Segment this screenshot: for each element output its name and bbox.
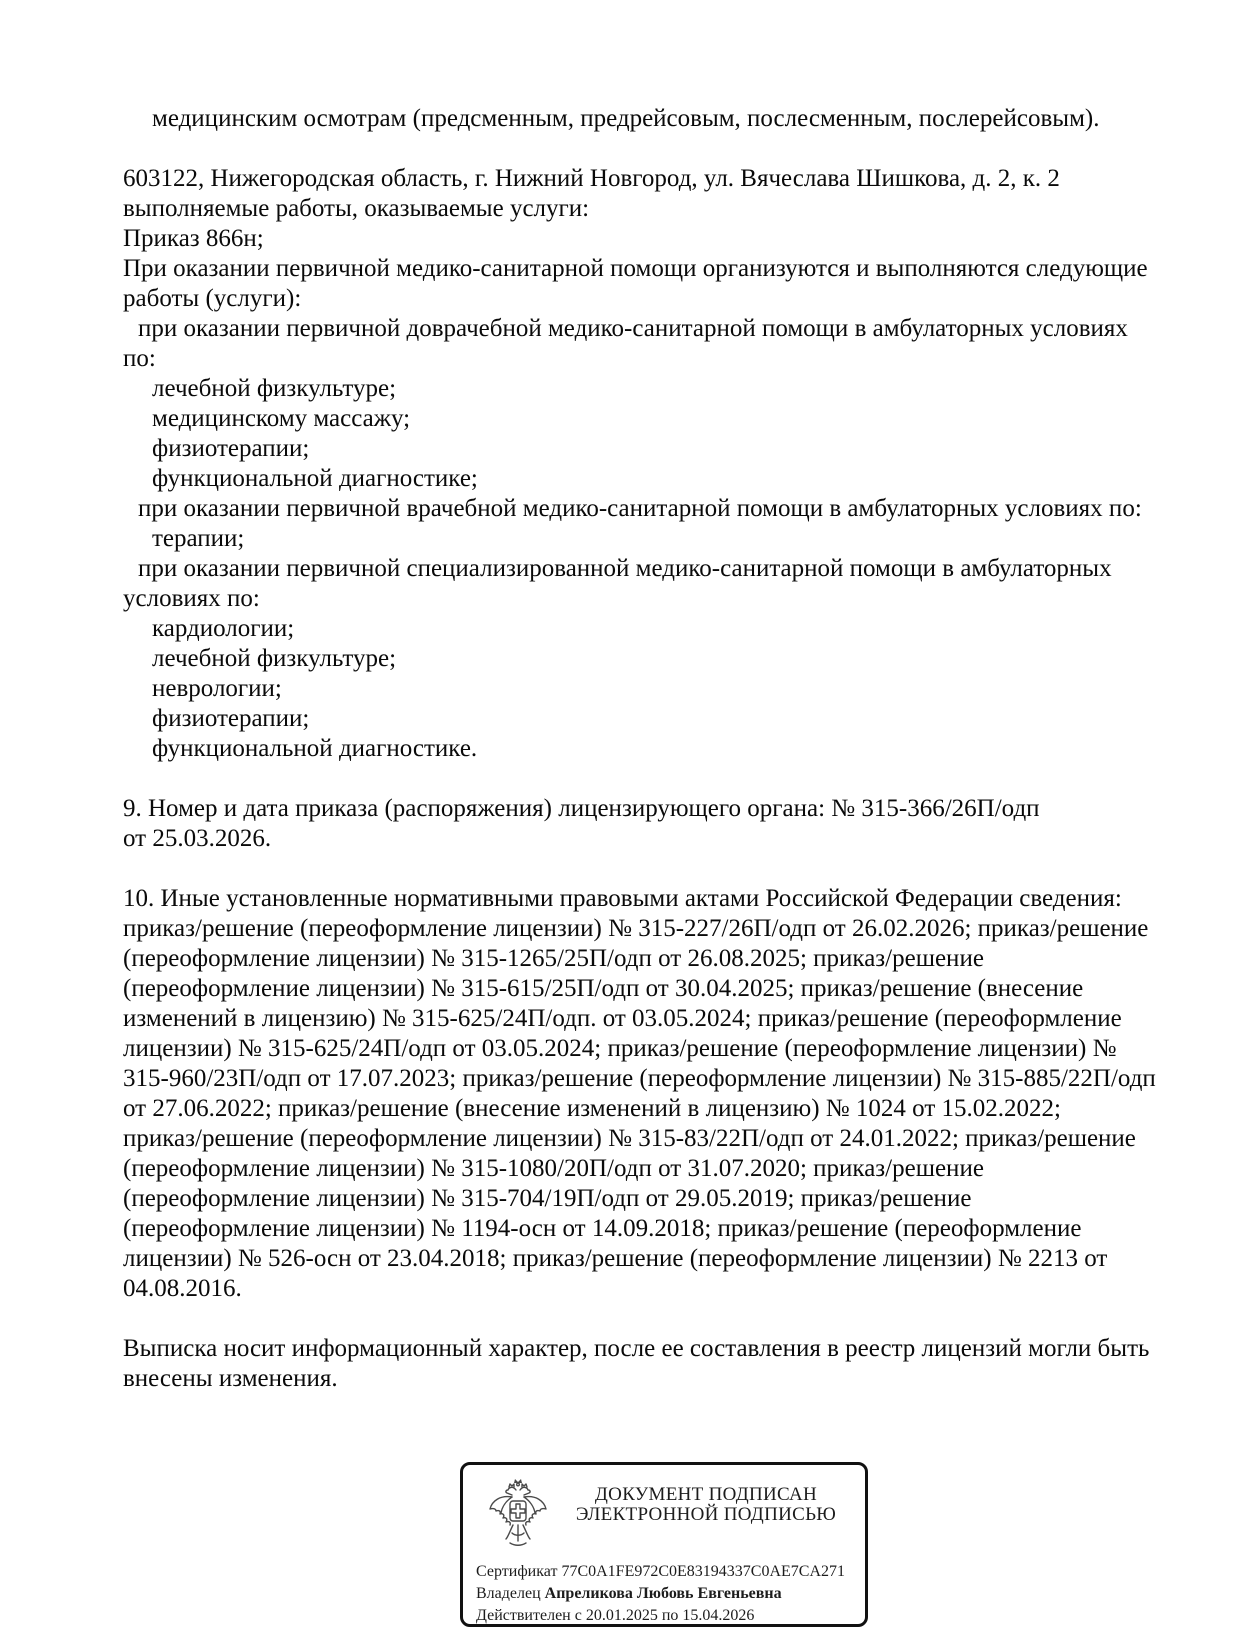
document-line: 603122, Нижегородская область, г. Нижний Новгород, ул. Вячеслава Шишкова, д. 2, к. 2	[123, 165, 1060, 192]
double-headed-eagle-icon	[476, 1476, 560, 1549]
document-line: при оказании первичной врачебной медико-санитарной помощи в амбулаторных условиях по:	[138, 495, 1142, 522]
document-line: изменений в лицензию) № 315-625/24П/одп. от 03.05.2024; приказ/решение (переоформление	[123, 1005, 1122, 1032]
document-line: терапии;	[152, 525, 245, 552]
stamp-title-line2: ЭЛЕКТРОННОЙ ПОДПИСЬЮ	[575, 1504, 837, 1525]
document-line: 10. Иные установленные нормативными правовыми актами Российской Федерации сведения:	[123, 885, 1122, 912]
document-line: Приказ 866н;	[123, 225, 264, 252]
document-line: (переоформление лицензии) № 1194-осн от 14.09.2018; приказ/решение (переоформление	[123, 1215, 1082, 1242]
owner-line	[476, 1583, 852, 1605]
document-line: лечебной физкультуре;	[152, 375, 397, 402]
document-line: 9. Номер и дата приказа (распоряжения) лицензирующего органа: № 315-366/26П/одп	[123, 795, 1040, 822]
document-line: медицинскому массажу;	[152, 405, 411, 432]
document-line: лечебной физкультуре;	[152, 645, 397, 672]
document-line: медицинским осмотрам (предсменным, предрейсовым, послесменным, послерейсовым).	[152, 105, 1100, 132]
document-line: лицензии) № 315-625/24П/одп от 03.05.2024; приказ/решение (переоформление лицензии) №	[123, 1035, 1117, 1062]
document-body	[123, 104, 1183, 1394]
certificate-line	[476, 1561, 852, 1583]
document-line: Выписка носит информационный характер, после ее составления в реестр лицензий могли быть	[123, 1335, 1150, 1362]
document-line: функциональной диагностике.	[152, 735, 478, 762]
certificate-value: 77C0A1FE972C0E83194337C0AE7CA271	[561, 1563, 846, 1580]
document-line: (переоформление лицензии) № 315-1080/20П/одп от 31.07.2020; приказ/решение	[123, 1155, 984, 1182]
document-line: от 27.06.2022; приказ/решение (внесение изменений в лицензию) № 1024 от 15.02.2022;	[123, 1095, 1061, 1122]
document-line: приказ/решение (переоформление лицензии) № 315-227/26П/одп от 26.02.2026; приказ/решение	[123, 915, 1149, 942]
document-line: 315-960/23П/одп от 17.07.2023; приказ/решение (переоформление лицензии) № 315-885/22П/одп	[123, 1065, 1156, 1092]
document-line: При оказании первичной медико-санитарной помощи организуются и выполняются следующие	[123, 255, 1148, 282]
document-line: при оказании первичной доврачебной медико-санитарной помощи в амбулаторных условиях	[138, 315, 1128, 342]
stamp-title	[560, 1476, 852, 1525]
document-line: (переоформление лицензии) № 315-1265/25П/одп от 26.08.2025; приказ/решение	[123, 945, 984, 972]
document-line: от 25.03.2026.	[123, 825, 272, 852]
stamp-header	[476, 1476, 852, 1549]
document-line: условиях по:	[123, 585, 260, 612]
document-line: при оказании первичной специализированной медико-санитарной помощи в амбулаторных	[138, 555, 1112, 582]
owner-value: Апреликова Любовь Евгеньевна	[544, 1585, 782, 1602]
document-line: физиотерапии;	[152, 705, 310, 732]
document-line: по:	[123, 345, 156, 372]
document-line: неврологии;	[152, 675, 282, 702]
document-line: выполняемые работы, оказываемые услуги:	[123, 195, 590, 222]
document-line: (переоформление лицензии) № 315-704/19П/одп от 29.05.2019; приказ/решение	[123, 1185, 972, 1212]
document-line: кардиологии;	[152, 615, 295, 642]
document-line: внесены изменения.	[123, 1365, 338, 1392]
document-line: приказ/решение (переоформление лицензии) № 315-83/22П/одп от 24.01.2022; приказ/решение	[123, 1125, 1136, 1152]
electronic-signature-stamp	[460, 1462, 868, 1627]
document-line: 04.08.2016.	[123, 1275, 242, 1302]
stamp-title-line1: ДОКУМЕНТ ПОДПИСАН	[594, 1484, 818, 1505]
document-line: лицензии) № 526-осн от 23.04.2018; приказ/решение (переоформление лицензии) № 2213 от	[123, 1245, 1108, 1272]
stamp-info	[476, 1561, 852, 1627]
document-line: функциональной диагностике;	[152, 465, 478, 492]
document-line: физиотерапии;	[152, 435, 310, 462]
validity-line: Действителен с 20.01.2025 по 15.04.2026	[476, 1607, 755, 1624]
owner-label: Владелец	[476, 1585, 541, 1602]
certificate-label: Сертификат	[476, 1563, 558, 1580]
document-line: работы (услуги):	[123, 285, 302, 312]
document-line: (переоформление лицензии) № 315-615/25П/одп от 30.04.2025; приказ/решение (внесение	[123, 975, 1084, 1002]
